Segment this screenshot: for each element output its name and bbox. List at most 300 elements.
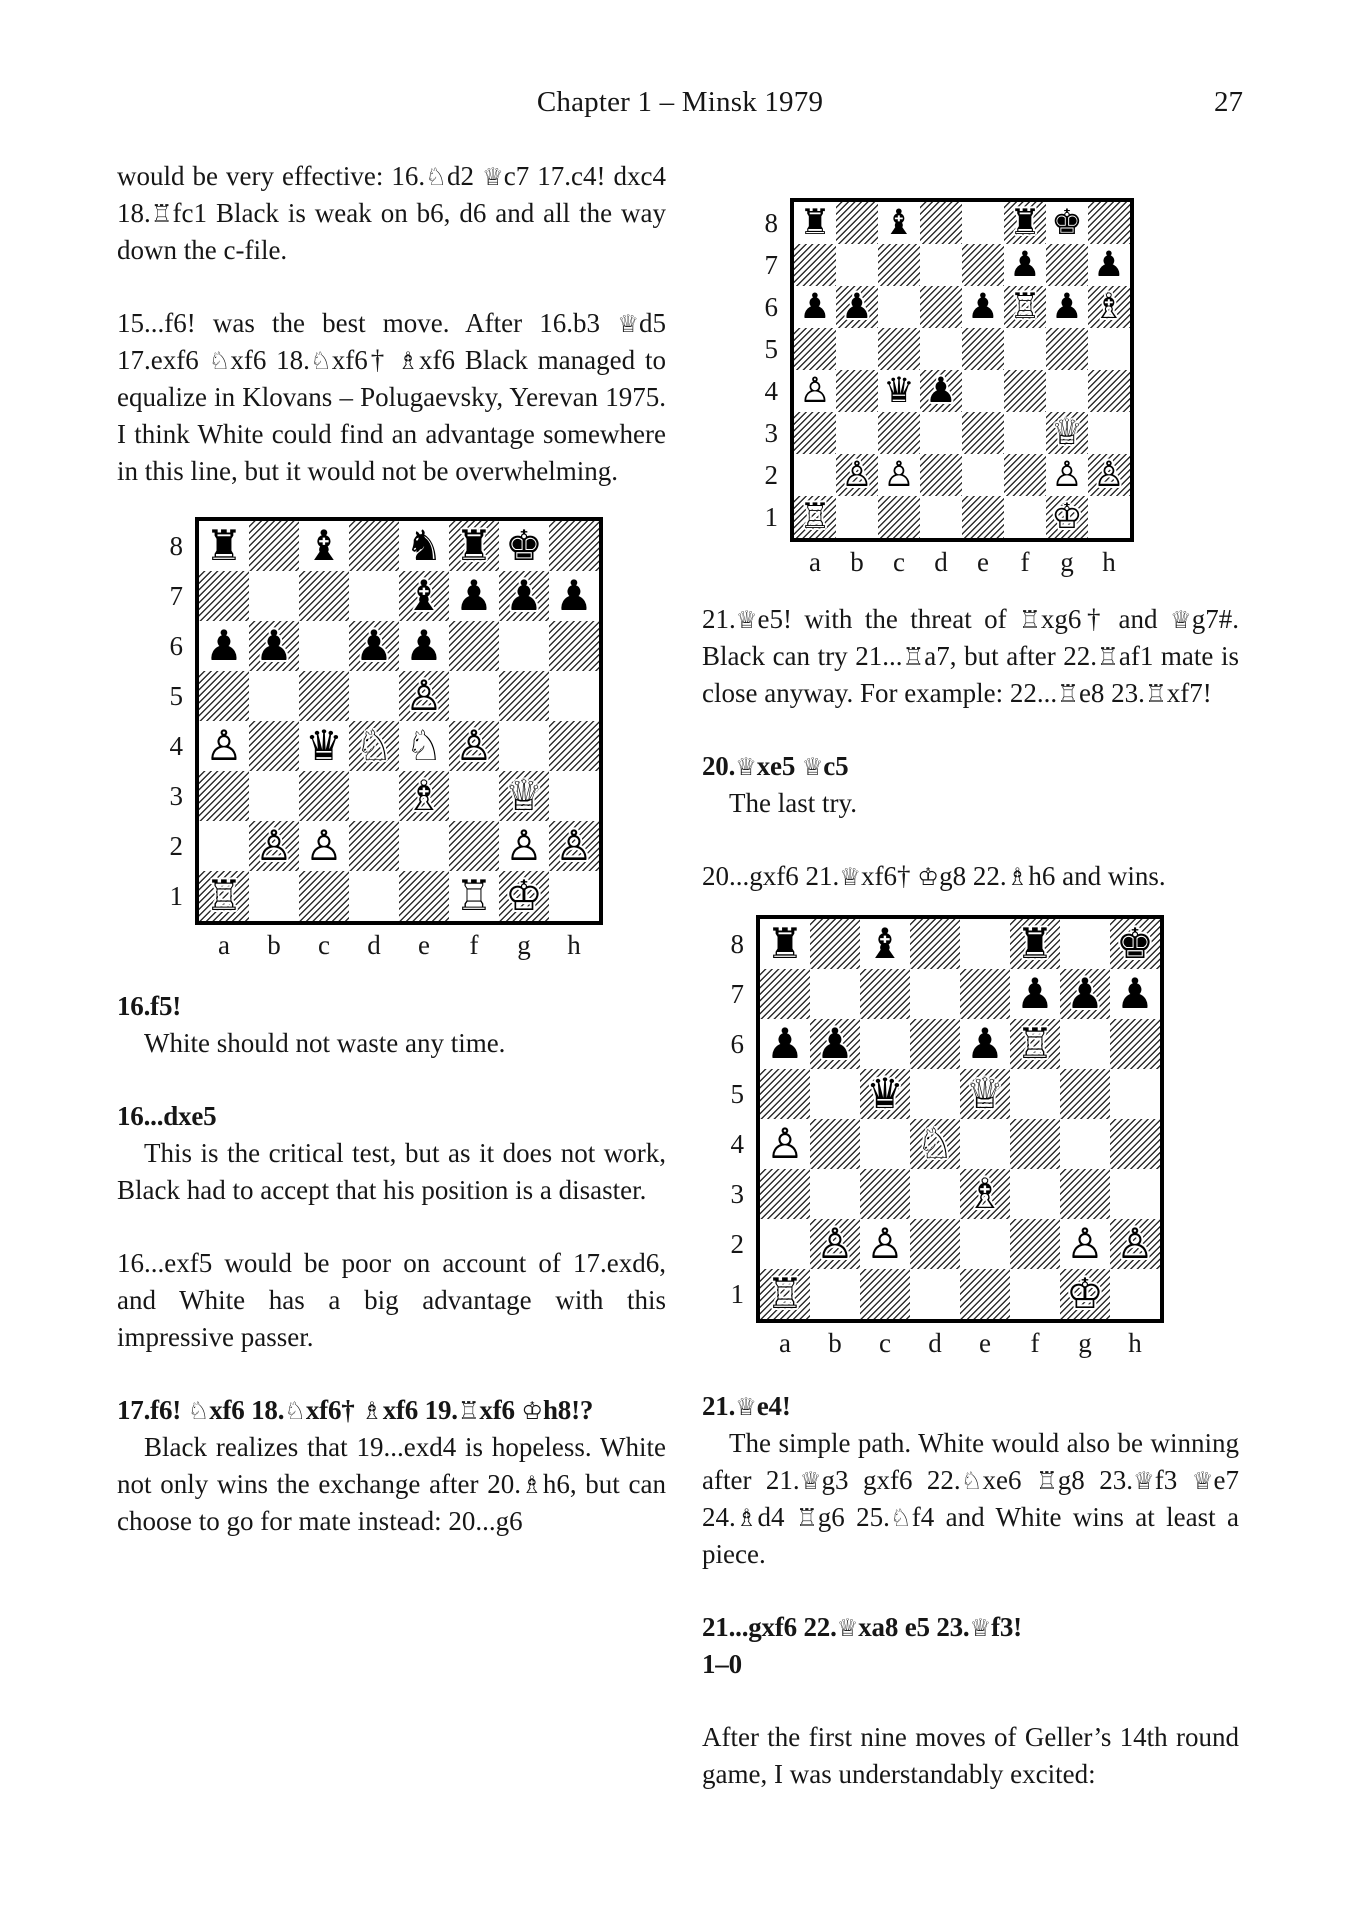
black-pawn-icon: ♟ — [555, 571, 593, 620]
square-h8 — [1088, 202, 1130, 244]
black-queen-icon: ♛ — [866, 1069, 904, 1118]
figurine-icon: ♗ — [397, 346, 420, 375]
square-h1 — [1110, 1269, 1160, 1319]
white-rook-icon: ♖ — [1009, 286, 1041, 327]
rank-label: 1 — [169, 880, 183, 911]
figurine-icon: ♕ — [1169, 605, 1192, 634]
square-b5 — [249, 671, 299, 721]
square-b4 — [836, 370, 878, 412]
square-g8 — [1046, 202, 1088, 244]
figurine-icon: ♕ — [969, 1613, 992, 1642]
square-c8 — [878, 202, 920, 244]
square-e4 — [399, 721, 449, 771]
square-e3 — [399, 771, 449, 821]
white-pawn-icon: ♙ — [1116, 1219, 1154, 1268]
move-heading: 16...dxe5 — [117, 1101, 217, 1131]
black-bishop-icon: ♝ — [866, 919, 904, 968]
move-heading: 21.♕e4! — [702, 1391, 791, 1421]
square-h6 — [549, 621, 599, 671]
figurine-icon: ♖ — [1019, 605, 1041, 634]
body-paragraph: 16...exf5 would be poor on account of 17.exd6, and White has a big advantage with this impressive passer. — [117, 1248, 666, 1352]
white-pawn-icon: ♙ — [766, 1119, 804, 1168]
chess-diagram — [718, 915, 1239, 1358]
square-f1 — [449, 871, 499, 921]
rank-label: 7 — [764, 249, 778, 280]
square-e1 — [962, 496, 1004, 538]
file-label: f — [1020, 547, 1030, 577]
file-labels — [756, 1328, 1164, 1358]
white-pawn-icon: ♙ — [205, 721, 243, 770]
square-e5 — [399, 671, 449, 721]
figurine-icon: ♗ — [1006, 862, 1029, 891]
white-king-icon: ♔ — [505, 871, 543, 920]
square-b8 — [810, 919, 860, 969]
square-d7 — [349, 571, 399, 621]
black-pawn-icon: ♟ — [841, 286, 873, 327]
black-pawn-icon: ♟ — [799, 286, 831, 327]
square-f7 — [449, 571, 499, 621]
black-pawn-icon: ♟ — [1009, 244, 1041, 285]
figurine-icon: ♘ — [284, 1396, 306, 1425]
square-d3 — [910, 1169, 960, 1219]
black-rook-icon: ♜ — [1016, 919, 1054, 968]
file-label: c — [893, 547, 905, 577]
file-label: h — [1102, 547, 1116, 577]
figurine-icon: ♖ — [457, 1396, 480, 1425]
square-d1 — [910, 1269, 960, 1319]
square-f2 — [449, 821, 499, 871]
square-a1 — [760, 1269, 810, 1319]
white-pawn-icon: ♙ — [405, 671, 443, 720]
chess-board — [195, 517, 603, 925]
left-column — [117, 158, 666, 1540]
square-d1 — [920, 496, 962, 538]
square-f6 — [1010, 1019, 1060, 1069]
square-a2 — [794, 454, 836, 496]
chess-diagram — [157, 517, 666, 960]
square-b3 — [810, 1169, 860, 1219]
move-heading: 20.♕xe5 ♕c5 — [702, 751, 849, 781]
white-knight-icon: ♘ — [405, 721, 443, 770]
square-f1 — [1004, 496, 1046, 538]
square-a5 — [199, 671, 249, 721]
figurine-icon: ♘ — [187, 1396, 210, 1425]
square-f4 — [449, 721, 499, 771]
figurine-icon: ♕ — [735, 1392, 757, 1421]
black-rook-icon: ♜ — [799, 202, 831, 243]
rank-label: 2 — [764, 459, 778, 490]
body-paragraph: would be very effective: 16.♘d2 ♕c7 17.c4! dxc4 18.♖fc1 Black is weak on b6, d6 and all the way down the c-file. — [117, 161, 666, 265]
square-d3 — [920, 412, 962, 454]
square-d6 — [920, 286, 962, 328]
square-g2 — [1060, 1219, 1110, 1269]
square-b6 — [249, 621, 299, 671]
square-c1 — [299, 871, 349, 921]
figurine-icon: ♖ — [902, 642, 925, 671]
square-a7 — [794, 244, 836, 286]
square-g2 — [1046, 454, 1088, 496]
white-bishop-icon: ♗ — [405, 771, 443, 820]
square-f3 — [1010, 1169, 1060, 1219]
square-g7 — [1060, 969, 1110, 1019]
rank-labels — [157, 517, 195, 921]
black-pawn-icon: ♟ — [966, 1019, 1004, 1068]
square-h2 — [1110, 1219, 1160, 1269]
square-g7 — [1046, 244, 1088, 286]
white-pawn-icon: ♙ — [1093, 454, 1125, 495]
rank-label: 2 — [169, 830, 183, 861]
square-b2 — [836, 454, 878, 496]
square-b5 — [836, 328, 878, 370]
square-c7 — [860, 969, 910, 1019]
body-paragraph: After the first nine moves of Geller’s 14th round game, I was understandably excited: — [702, 1722, 1239, 1789]
square-b2 — [810, 1219, 860, 1269]
figurine-icon: ♘ — [309, 346, 332, 375]
square-c2 — [299, 821, 349, 871]
square-d2 — [920, 454, 962, 496]
square-a6 — [760, 1019, 810, 1069]
white-rook-icon: ♖ — [1016, 1019, 1054, 1068]
white-pawn-icon: ♙ — [841, 454, 873, 495]
square-e8 — [960, 919, 1010, 969]
square-e4 — [962, 370, 1004, 412]
figurine-icon: ♘ — [208, 346, 231, 375]
square-c2 — [878, 454, 920, 496]
square-h6 — [1110, 1019, 1160, 1069]
rank-label: 3 — [730, 1178, 744, 1209]
white-bishop-icon: ♗ — [1093, 286, 1125, 327]
white-king-icon: ♔ — [1066, 1269, 1104, 1318]
black-pawn-icon: ♟ — [816, 1019, 854, 1068]
square-c5 — [878, 328, 920, 370]
square-c3 — [860, 1169, 910, 1219]
square-d7 — [910, 969, 960, 1019]
square-e2 — [399, 821, 449, 871]
figurine-icon: ♔ — [521, 1396, 543, 1425]
right-column — [702, 158, 1239, 1793]
square-a4 — [199, 721, 249, 771]
figurine-icon: ♖ — [1035, 1466, 1058, 1495]
square-a5 — [794, 328, 836, 370]
square-c4 — [860, 1119, 910, 1169]
figurine-icon: ♘ — [425, 162, 447, 191]
white-knight-icon: ♘ — [916, 1119, 954, 1168]
square-h8 — [549, 521, 599, 571]
square-g5 — [1060, 1069, 1110, 1119]
body-paragraph: 15...f6! was the best move. After 16.b3 ♕d5 17.exf6 ♘xf6 18.♘xf6† ♗xf6 Black managed to equalize in Klovans – Polugaevsky, Yerevan 1975. I think White could find an advantage somewhere in this line, but it would not be overwhelming. — [117, 308, 666, 486]
figurine-icon: ♕ — [1132, 1466, 1155, 1495]
rank-label: 5 — [764, 333, 778, 364]
square-h4 — [549, 721, 599, 771]
square-c2 — [860, 1219, 910, 1269]
black-pawn-icon: ♟ — [405, 621, 443, 670]
square-d4 — [920, 370, 962, 412]
chess-board — [790, 198, 1134, 542]
figurine-icon: ♖ — [795, 1503, 818, 1532]
black-pawn-icon: ♟ — [1016, 969, 1054, 1018]
move-heading: 16.f5! — [117, 991, 182, 1021]
square-e8 — [399, 521, 449, 571]
white-pawn-icon: ♙ — [866, 1219, 904, 1268]
square-b7 — [810, 969, 860, 1019]
square-g8 — [499, 521, 549, 571]
square-f1 — [1010, 1269, 1060, 1319]
black-bishop-icon: ♝ — [405, 571, 443, 620]
square-c4 — [878, 370, 920, 412]
black-pawn-icon: ♟ — [766, 1019, 804, 1068]
square-e2 — [960, 1219, 1010, 1269]
file-label: g — [1078, 1328, 1092, 1358]
body-paragraph: The last try. — [729, 788, 857, 818]
file-label: c — [318, 930, 330, 960]
square-e2 — [962, 454, 1004, 496]
square-a3 — [760, 1169, 810, 1219]
square-f6 — [449, 621, 499, 671]
white-queen-icon: ♕ — [505, 771, 543, 820]
square-g3 — [1046, 412, 1088, 454]
square-g6 — [1060, 1019, 1110, 1069]
square-h5 — [549, 671, 599, 721]
rank-label: 5 — [730, 1078, 744, 1109]
white-bishop-icon: ♗ — [966, 1169, 1004, 1218]
square-g2 — [499, 821, 549, 871]
white-knight-icon: ♘ — [355, 721, 393, 770]
black-pawn-icon: ♟ — [967, 286, 999, 327]
square-d3 — [349, 771, 399, 821]
square-b1 — [810, 1269, 860, 1319]
rank-label: 2 — [730, 1228, 744, 1259]
square-g3 — [1060, 1169, 1110, 1219]
rank-label: 3 — [764, 417, 778, 448]
rank-label: 4 — [764, 375, 778, 406]
file-label: b — [267, 930, 281, 960]
file-label: f — [469, 930, 479, 960]
square-b7 — [836, 244, 878, 286]
body-paragraph: White should not waste any time. — [144, 1028, 506, 1058]
body-paragraph: This is the critical test, but as it does not work, Black had to accept that his position is a disaster. — [117, 1138, 666, 1205]
white-pawn-icon: ♙ — [505, 821, 543, 870]
white-pawn-icon: ♙ — [455, 721, 493, 770]
rank-label: 5 — [169, 680, 183, 711]
square-g1 — [1060, 1269, 1110, 1319]
square-d6 — [910, 1019, 960, 1069]
page-header — [117, 86, 1243, 119]
white-rook-icon: ♖ — [205, 871, 243, 920]
square-h4 — [1088, 370, 1130, 412]
square-h5 — [1110, 1069, 1160, 1119]
rank-label: 1 — [730, 1278, 744, 1309]
white-rook-icon: ♖ — [799, 496, 831, 537]
square-c5 — [860, 1069, 910, 1119]
page-number: 27 — [1214, 86, 1243, 118]
file-label: h — [567, 930, 581, 960]
square-h3 — [1088, 412, 1130, 454]
square-g1 — [499, 871, 549, 921]
body-paragraph: 20...gxf6 21.♕xf6† ♔g8 22.♗h6 and wins. — [702, 861, 1166, 891]
square-e6 — [962, 286, 1004, 328]
square-f5 — [1010, 1069, 1060, 1119]
black-pawn-icon: ♟ — [1051, 286, 1083, 327]
figurine-icon: ♖ — [1057, 679, 1079, 708]
figurine-icon: ♗ — [735, 1503, 758, 1532]
square-h6 — [1088, 286, 1130, 328]
square-g4 — [1060, 1119, 1110, 1169]
square-h7 — [1088, 244, 1130, 286]
square-a8 — [794, 202, 836, 244]
square-b6 — [810, 1019, 860, 1069]
square-f7 — [1004, 244, 1046, 286]
square-c6 — [878, 286, 920, 328]
black-pawn-icon: ♟ — [255, 621, 293, 670]
square-f4 — [1004, 370, 1046, 412]
black-pawn-icon: ♟ — [1093, 244, 1125, 285]
square-b3 — [249, 771, 299, 821]
square-d8 — [920, 202, 962, 244]
square-d2 — [910, 1219, 960, 1269]
square-h2 — [549, 821, 599, 871]
square-f3 — [449, 771, 499, 821]
rank-label: 6 — [764, 291, 778, 322]
file-label: g — [1060, 547, 1074, 577]
move-heading: 17.f6! ♘xf6 18.♘xf6† ♗xf6 19.♖xf6 ♔h8!? — [117, 1395, 594, 1425]
body-paragraph: Black realizes that 19...exd4 is hopeless. White not only wins the exchange after 20.♗h6, but can choose to go for mate instead: 20...g6 — [117, 1432, 666, 1536]
square-b1 — [249, 871, 299, 921]
file-label: b — [828, 1328, 842, 1358]
square-h5 — [1088, 328, 1130, 370]
figurine-icon: ♕ — [735, 605, 758, 634]
file-label: e — [979, 1328, 991, 1358]
square-g6 — [1046, 286, 1088, 328]
black-king-icon: ♚ — [505, 521, 543, 570]
white-pawn-icon: ♙ — [555, 821, 593, 870]
square-h1 — [549, 871, 599, 921]
square-d2 — [349, 821, 399, 871]
square-c8 — [299, 521, 349, 571]
square-f6 — [1004, 286, 1046, 328]
white-pawn-icon: ♙ — [799, 370, 831, 411]
figurine-icon: ♖ — [1144, 679, 1167, 708]
body-paragraph: 21.♕e5! with the threat of ♖xg6† and ♕g7#. Black can try 21...♖a7, but after 22.♖af1 mate is close anyway. For example: 22...♖e8 23.♖xf7! — [702, 604, 1240, 708]
square-c7 — [878, 244, 920, 286]
square-c6 — [299, 621, 349, 671]
square-c5 — [299, 671, 349, 721]
white-pawn-icon: ♙ — [883, 454, 915, 495]
square-h2 — [1088, 454, 1130, 496]
rank-label: 6 — [169, 630, 183, 661]
square-a6 — [794, 286, 836, 328]
square-e3 — [960, 1169, 1010, 1219]
square-a2 — [760, 1219, 810, 1269]
rank-label: 4 — [730, 1128, 744, 1159]
figurine-icon: ♕ — [836, 1613, 859, 1642]
square-a3 — [794, 412, 836, 454]
rank-labels — [758, 198, 790, 538]
square-d4 — [349, 721, 399, 771]
rank-label: 7 — [730, 978, 744, 1009]
square-g3 — [499, 771, 549, 821]
file-label: a — [809, 547, 821, 577]
black-queen-icon: ♛ — [305, 721, 343, 770]
file-label: c — [879, 1328, 891, 1358]
figurine-icon: ♗ — [361, 1396, 383, 1425]
square-a7 — [760, 969, 810, 1019]
figurine-icon: ♕ — [735, 752, 757, 781]
square-d8 — [349, 521, 399, 571]
square-b4 — [810, 1119, 860, 1169]
square-g7 — [499, 571, 549, 621]
square-f5 — [449, 671, 499, 721]
square-h7 — [1110, 969, 1160, 1019]
file-label: e — [418, 930, 430, 960]
figurine-icon: ♖ — [1097, 642, 1119, 671]
square-c3 — [878, 412, 920, 454]
rank-label: 6 — [730, 1028, 744, 1059]
square-f8 — [449, 521, 499, 571]
square-d4 — [910, 1119, 960, 1169]
black-bishop-icon: ♝ — [883, 202, 915, 243]
black-pawn-icon: ♟ — [925, 370, 957, 411]
file-labels — [790, 547, 1134, 577]
body-paragraph: The simple path. White would also be winning after 21.♕g3 gxf6 22.♘xe6 ♖g8 23.♕f3 ♕e7 24.♗d4 ♖g6 25.♘f4 and White wins at least a piece. — [702, 1428, 1240, 1569]
square-d5 — [920, 328, 962, 370]
square-h3 — [549, 771, 599, 821]
file-label: h — [1128, 1328, 1142, 1358]
square-b1 — [836, 496, 878, 538]
file-label: d — [928, 1328, 942, 1358]
white-rook-icon: ♖ — [455, 871, 493, 920]
move-heading: 1–0 — [702, 1649, 742, 1679]
square-e6 — [960, 1019, 1010, 1069]
rank-label: 8 — [169, 530, 183, 561]
square-c7 — [299, 571, 349, 621]
square-c1 — [860, 1269, 910, 1319]
white-queen-icon: ♕ — [966, 1069, 1004, 1118]
square-c6 — [860, 1019, 910, 1069]
square-f3 — [1004, 412, 1046, 454]
rank-labels — [718, 915, 756, 1319]
white-rook-icon: ♖ — [766, 1269, 804, 1318]
white-pawn-icon: ♙ — [255, 821, 293, 870]
square-g8 — [1060, 919, 1110, 969]
black-pawn-icon: ♟ — [355, 621, 393, 670]
file-label: d — [934, 547, 948, 577]
square-h1 — [1088, 496, 1130, 538]
rank-label: 1 — [764, 501, 778, 532]
figurine-icon: ♕ — [617, 309, 639, 338]
square-a3 — [199, 771, 249, 821]
black-pawn-icon: ♟ — [205, 621, 243, 670]
square-e8 — [962, 202, 1004, 244]
figurine-icon: ♖ — [150, 199, 173, 228]
square-e7 — [962, 244, 1004, 286]
square-e5 — [962, 328, 1004, 370]
square-f5 — [1004, 328, 1046, 370]
square-a8 — [760, 919, 810, 969]
square-c4 — [299, 721, 349, 771]
square-d7 — [920, 244, 962, 286]
square-f4 — [1010, 1119, 1060, 1169]
rank-label: 7 — [169, 580, 183, 611]
black-pawn-icon: ♟ — [505, 571, 543, 620]
figurine-icon: ♕ — [801, 752, 824, 781]
square-d6 — [349, 621, 399, 671]
square-g4 — [1046, 370, 1088, 412]
white-queen-icon: ♕ — [1051, 412, 1083, 453]
square-e7 — [399, 571, 449, 621]
square-d8 — [910, 919, 960, 969]
black-rook-icon: ♜ — [766, 919, 804, 968]
square-a6 — [199, 621, 249, 671]
